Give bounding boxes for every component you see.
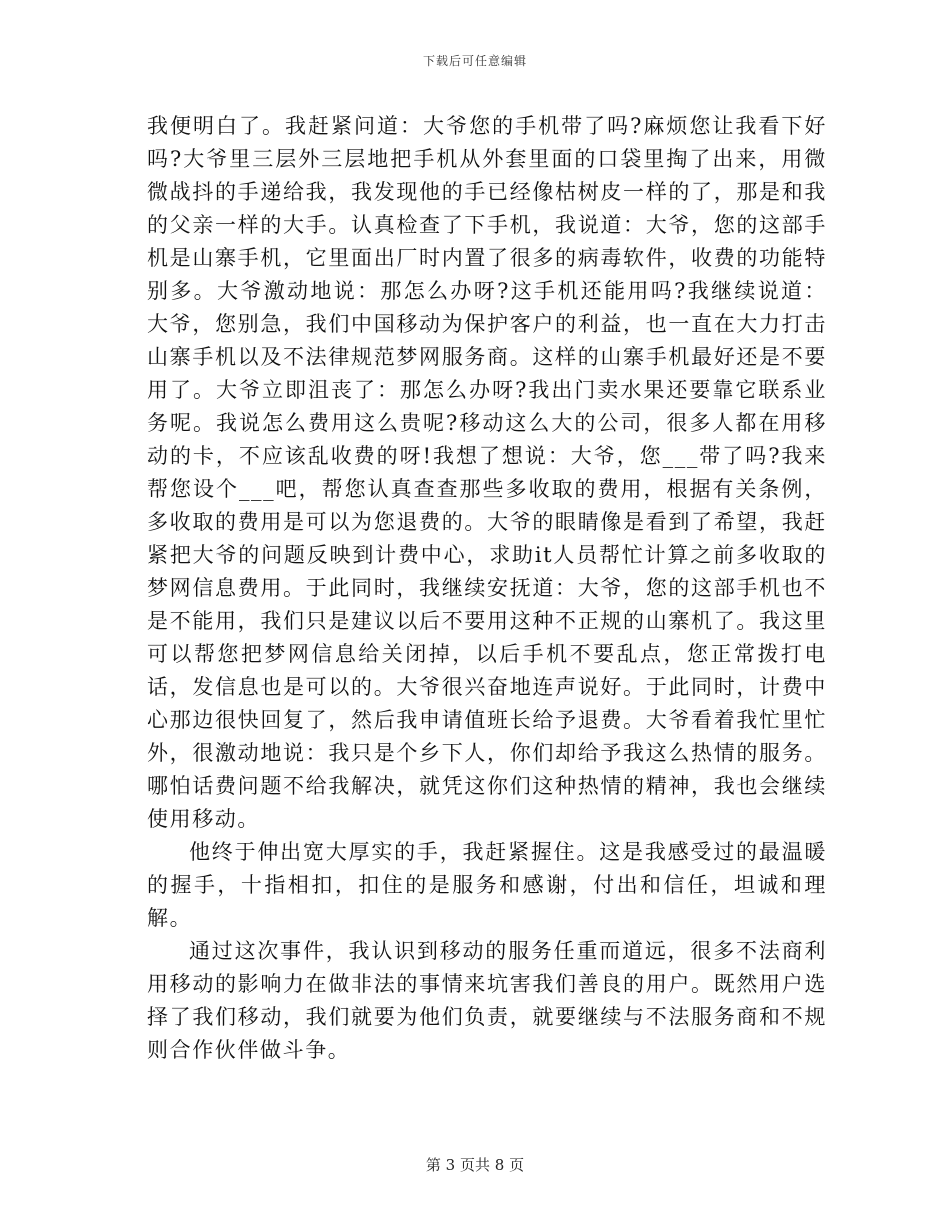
paragraph-1: 我便明白了。我赶紧问道：大爷您的手机带了吗?麻烦您让我看下好吗?大爷里三层外三层地把手机从外套里面的口袋里掏了出来，用微微战抖的手递给我，我发现他的手已经像枯树皮一样的了，那是和我的父亲一样的大手。认真检查了下手机，我说道：大爷，您的这部手机是山寨手机，它里面出厂时内置了很多的病毒软件，收费的功能特别多。大爷激动地说：那怎么办呀?这手机还能用吗?我继续说道：大爷，您别急，我们中国移动为保护客户的利益，也一直在大力打击山寨手机以及不法律规范梦网服务商。这样的山寨手机最好还是不要用了。大爷立即沮丧了：那怎么办呀?我出门卖水果还要靠它联系业务呢。我说怎么费用这么贵呢?移动这么大的公司，很多人都在用移动的卡，不应该乱收费的呀!我想了想说：大爷，您___带了吗?我来帮您设个___吧，帮您认真查查那些多收取的费用，根据有关条例，多收取的费用是可以为您退费的。大爷的眼睛像是看到了希望，我赶紧把大爷的问题反映到计费中心，求助it人员帮忙计算之前多收取的梦网信息费用。于此同时，我继续安抚道：大爷，您的这部手机也不是不能用，我们只是建议以后不要用这种不正规的山寨机了。我这里可以帮您把梦网信息给关闭掉，以后手机不要乱点，您正常拨打电话，发信息也是可以的。大爷很兴奋地连声说好。于此同时，计费中心那边很快回复了，然后我申请值班长给予退费。大爷看着我忙里忙外，很激动地说：我只是个乡下人，你们却给予我这么热情的服务。哪怕话费问题不给我解决，就凭这你们这种热情的精神，我也会继续使用移动。 — [147, 114, 827, 831]
document-body — [147, 110, 827, 1067]
paragraph-2: 他终于伸出宽大厚实的手，我赶紧握住。这是我感受过的最温暖的握手，十指相扣，扣住的是服务和感谢，付出和信任，坦诚和理解。 — [147, 840, 827, 930]
page-footer: 第 3 页共 8 页 — [425, 1156, 525, 1174]
paragraph-3: 通过这次事件，我认识到移动的服务任重而道远，很多不法商利用移动的影响力在做非法的事情来坑害我们善良的用户。既然用户选择了我们移动，我们就要为他们负责，就要继续与不法服务商和不规则合作伙伴做斗争。 — [147, 939, 827, 1062]
page-header: 下载后可任意编辑 — [422, 54, 527, 68]
